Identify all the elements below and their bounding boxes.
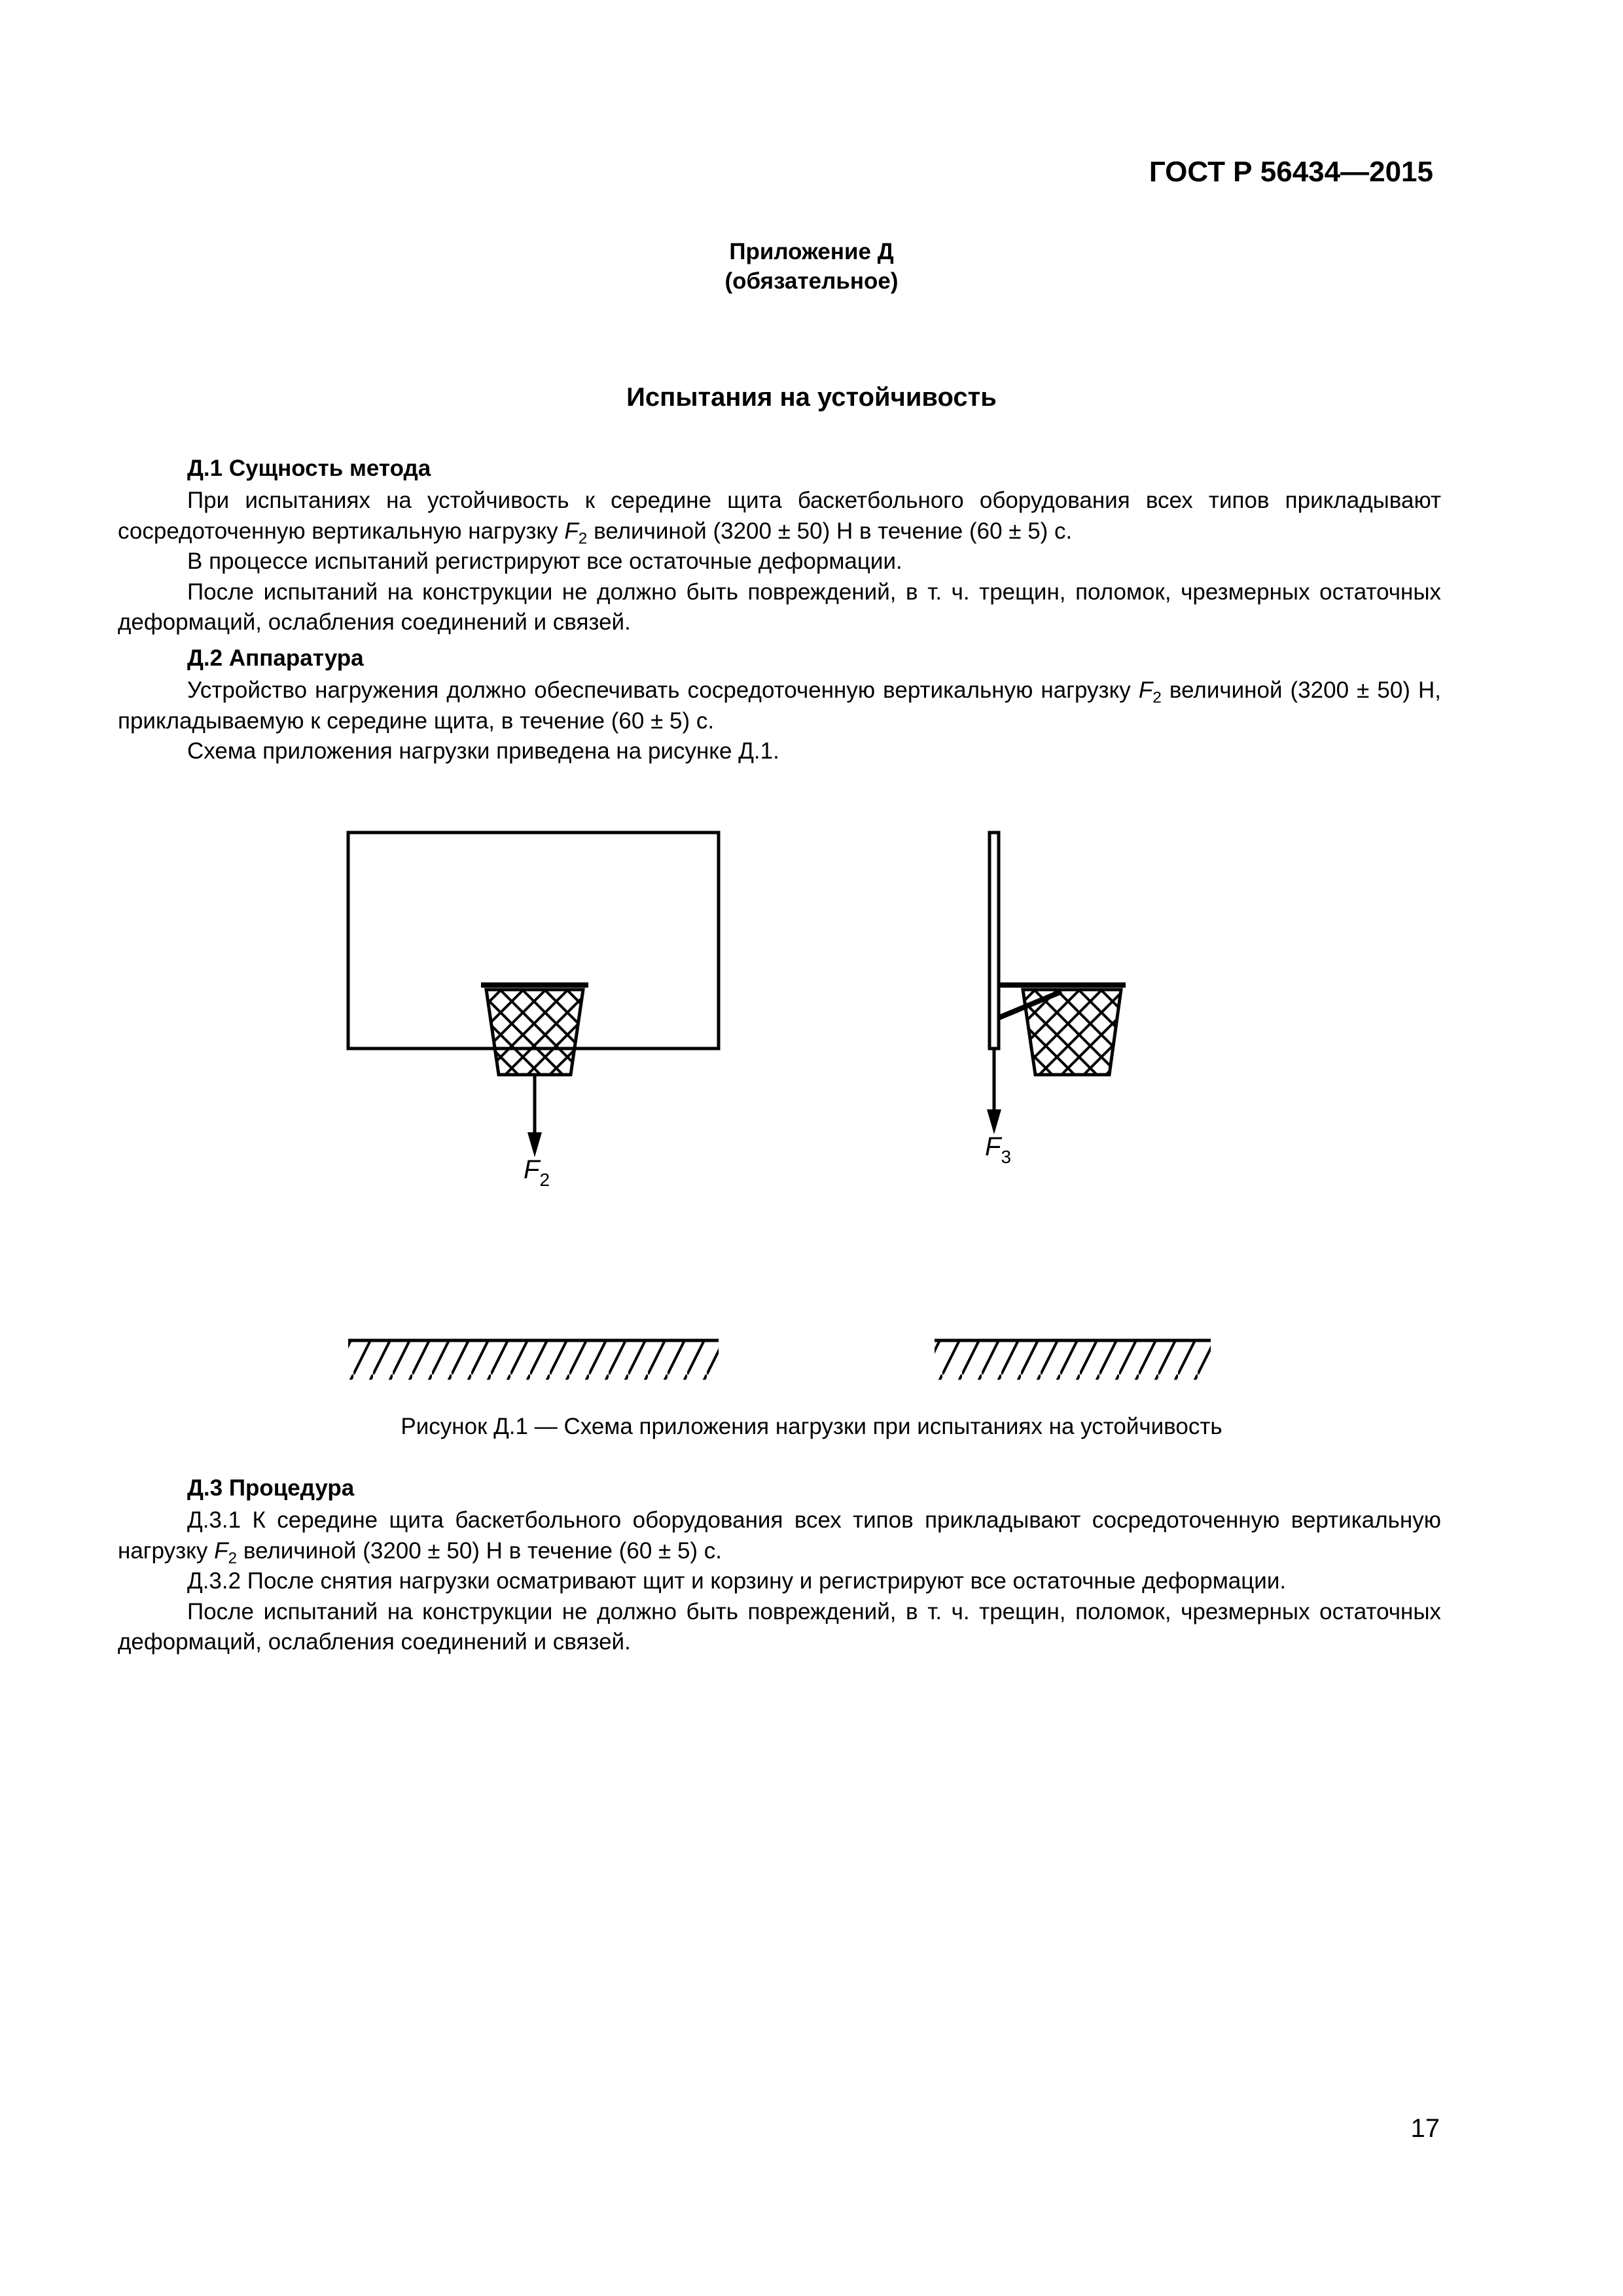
- force-f3-arrow: [987, 1049, 1001, 1134]
- section-1-body: [118, 486, 1441, 638]
- appendix-title: Приложение Д: [729, 239, 894, 264]
- figure-caption: Рисунок Д.1 — Схема приложения нагрузки при испытаниях на устойчивость: [401, 1414, 1222, 1439]
- force-f2-arrow: [527, 1075, 542, 1157]
- backboard-front-view: [348, 833, 719, 1190]
- appendix-heading: Испытания на устойчивость: [626, 383, 997, 412]
- basket-side-icon: [999, 985, 1126, 1075]
- backboard-side-view: [985, 833, 1126, 1167]
- section-2-body: [118, 675, 1441, 767]
- standard-number: ГОСТ Р 56434—2015: [1149, 156, 1433, 188]
- force-f3-label: $F_3$: [985, 1132, 1012, 1167]
- page-number: 17: [1410, 2114, 1440, 2143]
- section-2-paragraph-2: Схема приложения нагрузки приведена на рисунке Д.1.: [187, 738, 779, 764]
- section-3-paragraph-1: Д.3.1 К середине щита баскетбольного оборудования всех типов прикладывают сосредоточенную вертикальную нагрузку $F_2$ величиной (3200 ± 50) Н в течение (60 ± 5) с.: [118, 1507, 1441, 1567]
- ground-right: [935, 1340, 1211, 1380]
- section-1-title: Д.1 Сущность метода: [187, 456, 431, 481]
- section-3-body: [118, 1505, 1441, 1658]
- section-2-title: Д.2 Аппаратура: [187, 645, 364, 671]
- section-1-paragraph-1: При испытаниях на устойчивость к середине щита баскетбольного оборудования всех типов прикладывают сосредоточенную вертикальную нагрузку $F_2$ величиной (3200 ± 50) Н в течение (60 ± 5) с.: [118, 488, 1441, 547]
- section-3-paragraph-3: После испытаний на конструкции не должно быть повреждений, в т. ч. трещин, поломок, чрезмерных остаточных деформаций, ослабления соединений и связей.: [118, 1598, 1441, 1655]
- figure-load-diagram: [0, 785, 1623, 1407]
- section-1-paragraph-3: После испытаний на конструкции не должно быть повреждений, в т. ч. трещин, поломок, чрезмерных остаточных деформаций, ослабления соединений и связей.: [118, 579, 1441, 635]
- ground-left: [348, 1340, 719, 1380]
- section-3-title: Д.3 Процедура: [187, 1475, 355, 1501]
- appendix-status: (обязательное): [724, 268, 899, 294]
- force-f2-label: $F_2$: [524, 1155, 550, 1190]
- section-1-paragraph-2: В процессе испытаний регистрируют все остаточные деформации.: [187, 548, 902, 574]
- section-3-paragraph-2: Д.3.2 После снятия нагрузки осматривают щит и корзину и регистрируют все остаточные деформации.: [187, 1568, 1287, 1594]
- basket-front-icon: [481, 985, 588, 1075]
- section-2-paragraph-1: Устройство нагружения должно обеспечивать сосредоточенную вертикальную нагрузку $F_2$ величиной (3200 ± 50) Н, прикладываемую к середине щита, в течение (60 ± 5) с.: [118, 677, 1441, 734]
